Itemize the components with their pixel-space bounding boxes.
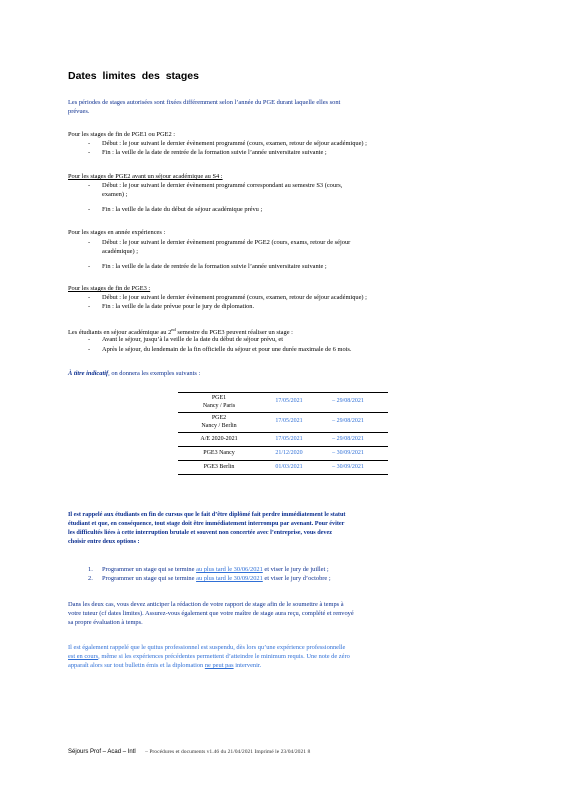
page-footer: Séjours Prof – Acad – Intl – Procédures et documents v1.46 du 21/04/2021 Imprimé le 23/04/2021 8 — [68, 749, 311, 755]
list-item: - Début : le jour suivant le dernier évènement programmé (cours, examen, retour de séjour académique) ; — [88, 294, 367, 301]
table-row-label: PGE1 Nancy / Paris — [202, 395, 236, 409]
list-item: - Fin : la veille de la date de rentrée de la formation suivie l’année universitaire suivante ; — [88, 149, 327, 156]
section-heading-pge2-avant-sejour: Pour les stages de PGE2 avant un séjour académique au S4 : — [68, 173, 223, 180]
example-dates-table — [178, 392, 388, 490]
table-cell-start: 17/05/2021 — [275, 436, 303, 442]
list-item: - Début : le jour suivant le dernier évènement programmé (cours, examen, retour de séjour académique) ; — [88, 140, 367, 147]
list-item: - Fin : la veille de la date prévue pour le jury de diplomation. — [88, 303, 255, 310]
list-item: 1. Programmer un stage qui se termine au plus tard le 30/06/2021 et viser le jury de juillet ; — [88, 566, 329, 573]
list-item: - Fin : la veille de la date de rentrée de la formation suivie l’année universitaire suivante ; — [88, 263, 327, 270]
quitus-paragraph: Il est également rappelé que le quitus professionnel est suspendu, dès lors qu’une expérience professionnelle est en cours, même si les expériences précédentes permettent d’atteindre le minimum requis. Une note de zéro apparaît alors sur tout bulletin émis et la diplomation ne peut pas intervenir. — [68, 644, 350, 669]
reminder-paragraph: Il est rappelé aux étudiants en fin de cursus que le fait d’être diplômé fait perdre immédiatement le statut étudiant et que, en conséquence, tout stage doit être immédiatement interrompu par avenant. Pour éviter les difficultés liées à cette interruption brutale et souvent non concertée avec l’entreprise, vous devez choisir entre deux options : — [68, 511, 346, 545]
section-heading-annee-experiences: Pour les stages en année expériences : — [68, 229, 166, 236]
section-heading-fin-pge3: Pour les stages de fin de PGE3 : — [68, 285, 151, 292]
list-item: - Après le séjour, du lendemain de la fin officielle du séjour et pour une durée maximale de 6 mois. — [88, 346, 352, 353]
intro-line-1: Les périodes de stages autorisées sont fixées différemment selon l’année du PGE durant laquelle elles sont — [68, 99, 341, 106]
section-heading-fin-pge1-pge2: Pour les stages de fin de PGE1 ou PGE2 : — [68, 131, 176, 138]
list-item: - Fin : la veille de la date du début de séjour académique prévu ; — [88, 206, 263, 213]
table-row-label: PGE2 Nancy / Berlin — [201, 415, 237, 429]
table-cell-end: – 29/08/2021 — [332, 418, 364, 424]
table-cell-end: – 30/09/2021 — [332, 450, 364, 456]
en-cours-link[interactable]: est en cours — [68, 653, 99, 660]
table-row-label: PGE3 Nancy — [203, 450, 235, 456]
table-cell-start: 01/03/2021 — [275, 464, 303, 470]
ne-peut-pas-link[interactable]: ne peut pas — [204, 662, 234, 669]
table-cell-end: – 29/08/2021 — [332, 398, 364, 404]
table-cell-start: 17/05/2021 — [275, 398, 303, 404]
table-cell-start: 17/05/2021 — [275, 418, 303, 424]
table-row-label: A/E 2020-2021 — [200, 436, 238, 442]
list-item: 2. Programmer un stage qui se termine au plus tard le 30/09/2021 et viser le jury d’octobre ; — [88, 575, 331, 582]
deadline-link[interactable]: au plus tard le 30/06/2021 — [196, 566, 263, 573]
table-cell-start: 21/12/2020 — [275, 450, 303, 456]
both-cases-paragraph: Dans les deux cas, vous devez anticiper la rédaction de votre rapport de stage afin de le soumettre à temps à votre tuteur (cf dates limites). Assurez-vous également que votre maître de stage aura reçu, complété et renvoyé sa propre évaluation à temps. — [68, 601, 354, 626]
examples-lead: À titre indicatif, on donnera les exemples suivants : — [68, 370, 201, 377]
page-title: Dates limites des stages — [68, 70, 199, 82]
list-item: - Début : le jour suivant le dernier évènement programmé correspondant au semestre S3 (cours, examen) ; — [88, 182, 343, 198]
deadline-link[interactable]: au plus tard le 30/09/2021 — [196, 575, 263, 582]
intro-line-2: prévues. — [68, 108, 90, 115]
table-cell-end: – 29/08/2021 — [332, 436, 364, 442]
list-item: - Avant le séjour, jusqu’à la veille de la date du début de séjour prévu, et — [88, 336, 283, 343]
academic-stay-intro: Les étudiants en séjour académique au 2nd semestre du PGE3 peuvent réaliser un stage : — [68, 327, 293, 337]
table-cell-end: – 30/09/2021 — [332, 464, 364, 470]
table-row-label: PGE3 Berlin — [203, 464, 235, 470]
intro-paragraph — [68, 98, 508, 116]
list-item: - Début : le jour suivant le dernier évènement programmé de PGE2 (cours, exams, retour de séjour académique) ; — [88, 239, 351, 255]
